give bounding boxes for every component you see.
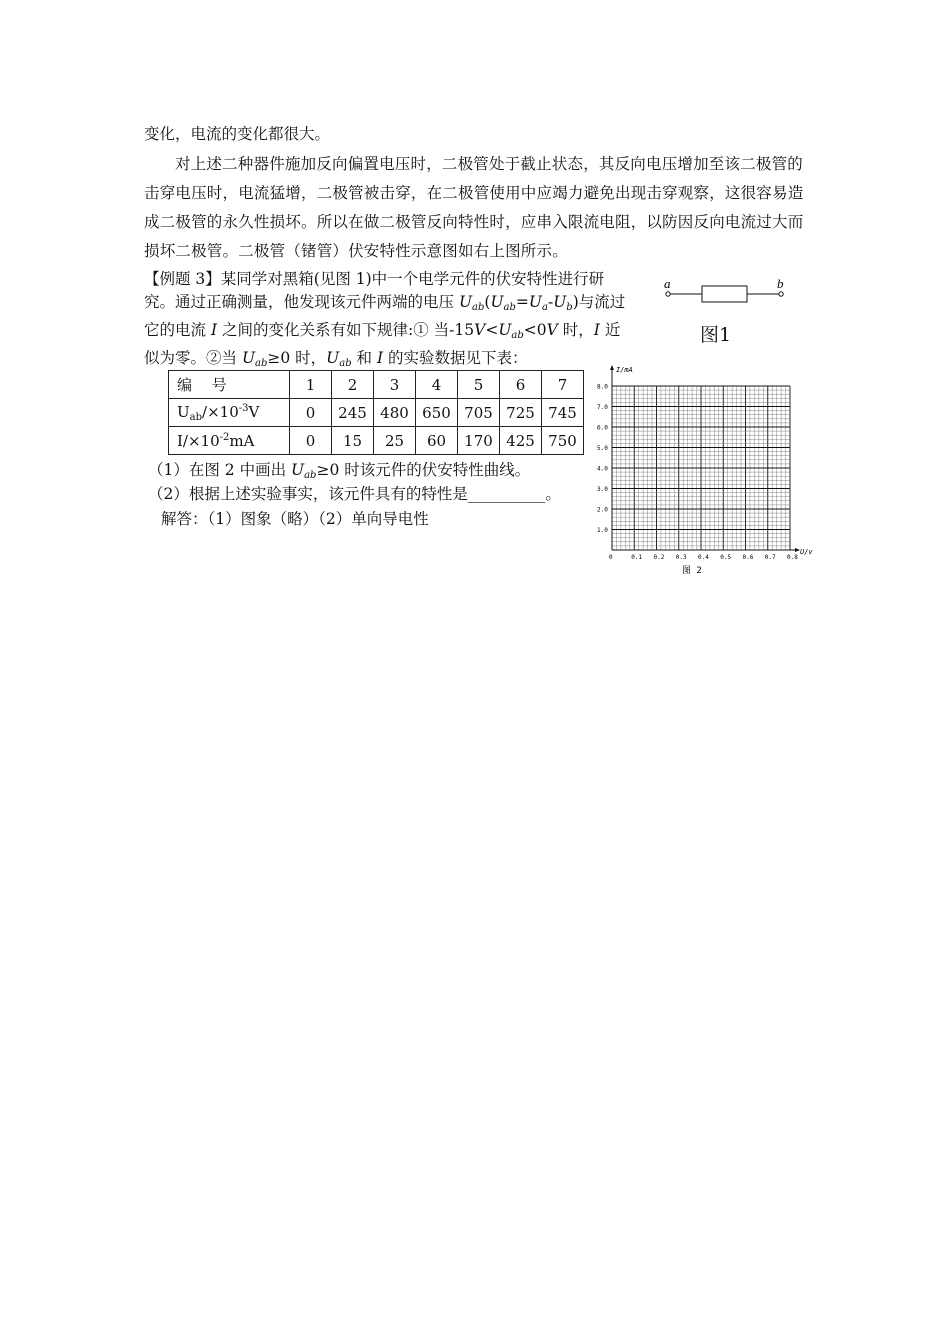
x-tick-label: 0.1 [631,554,643,561]
header-number: 编 号 [169,371,290,399]
question-2: （2）根据上述实验事实，该元件具有的特性是__________。 [148,485,561,503]
question-1 [148,458,530,481]
text: （1）在图 2 中画出 [148,461,292,479]
table-cell: 705 [458,399,500,427]
table-row-current [169,427,584,455]
table-cell: 0 [290,427,332,455]
subscript: ab [339,358,352,369]
table-cell: 60 [416,427,458,455]
symbol: U [490,293,504,311]
figure-1-caption: 图1 [700,324,732,346]
table-cell: 5 [458,371,500,399]
table-row-number [169,371,584,399]
x-tick-label: 0.5 [720,554,732,561]
y-tick-label: 4.0 [597,465,608,473]
table-cell: 745 [542,399,584,427]
text: )与流过 [572,293,626,311]
text: 它的电流 [144,321,211,339]
text: mA [229,431,255,450]
text: 近 [599,321,621,339]
text: 和 [351,349,377,367]
symbol: V [474,321,486,339]
x-tick-label: 0.4 [698,554,709,561]
subscript: ab [189,411,203,423]
text: 之间的变化关系有如下规律:① 当-15 [217,321,475,339]
symbol: U [553,293,567,311]
terminal-a [666,292,670,296]
y-tick-label: 3.0 [597,486,608,493]
y-tick-label: 5.0 [597,445,608,452]
text: 的实验数据见下表： [383,349,528,367]
symbol: U [458,293,473,311]
y-tick-label: 8.0 [597,383,608,391]
text: 时， [557,321,594,339]
y-axis-label: I/mA [616,366,633,374]
figure-2-caption: 图 2 [682,566,702,576]
x-tick-label: 0.3 [675,554,687,561]
table-cell: 0 [290,399,332,427]
symbol: U [528,293,542,311]
symbol: U [291,461,305,479]
subscript: ab [511,330,524,341]
text: 究。通过正确测量，他发现该元件两端的电压 [144,293,459,311]
table-cell: 750 [542,427,584,455]
table-cell: 650 [416,399,458,427]
table-cell: 4 [416,371,458,399]
header-current [169,427,290,455]
label-b: b [777,276,784,291]
text: ( [484,293,491,311]
table-cell: 25 [374,427,416,455]
symbol: I [593,321,600,339]
paragraph-0: 变化，电流的变化都很大。 [144,125,331,143]
table-cell: 2 [332,371,374,399]
text: U [177,402,190,421]
x-tick-label: 0.8 [787,554,798,561]
x-tick-label: 0.7 [764,554,776,561]
subscript: ab [503,302,516,313]
table-cell: 425 [500,427,542,455]
label-a: a [664,276,671,291]
superscript: -2 [219,431,230,443]
symbol: U [326,349,340,367]
table-cell: 6 [500,371,542,399]
y-tick-label: 1.0 [597,527,608,534]
header-voltage [169,399,290,427]
table-row-voltage [169,399,584,427]
text: ≥0 时该元件的伏安特性曲线。 [316,461,531,479]
text: ≥0 时， [267,349,327,367]
subscript: ab [304,470,317,481]
example-line-3 [144,319,644,347]
subscript: b [566,302,573,313]
data-table [168,370,584,455]
table-cell: 725 [500,399,542,427]
superscript: -3 [238,402,249,414]
table-cell: 170 [458,427,500,455]
symbol: I [210,321,218,339]
x-tick-label: 0.6 [742,554,754,561]
x-axis-label: U/v [800,548,813,556]
text: 【例题 3】某同学对黑箱(见图 1)中一个电学元件的伏安特性进行研 [144,270,605,288]
paragraph-1: 对上述二种器件施加反向偏置电压时，二极管处于截止状态，其反向电压增加至该二极管的击穿电压时，电流猛增，二极管被击穿，在二极管使用中应竭力避免出现击穿观察，这很容易造成二极管的永久性损坏。所以在做二极管反向特性时，应串入限流电阻，以防因反向电流过大而损坏二极管。二极管（锗管）伏安特性示意图如右上图所示。 [144,155,804,260]
table-cell: 245 [332,399,374,427]
y-tick-label: 7.0 [597,404,608,411]
figure-2-graph-paper [596,362,821,582]
table-cell: 3 [374,371,416,399]
symbol: U [241,349,256,367]
grid-lines [610,365,800,552]
text: <0 [523,321,547,339]
symbol: I [376,349,384,367]
x-tick-label: 0 [609,554,613,561]
subscript: ab [472,302,485,313]
y-axis-arrow [610,365,614,370]
table-cell: 7 [542,371,584,399]
example-3 [144,268,644,375]
example-line-2 [144,291,644,319]
subscript: a [541,302,548,313]
text: = [515,293,529,311]
answer: 解答：（1）图象（略）（2）单向导电性 [161,510,429,528]
y-tick-label: 2.0 [597,506,608,514]
y-tick-label: 6.0 [597,424,608,432]
example-line-1 [144,268,644,291]
element-box [702,286,747,302]
text: 似为零。②当 [144,349,242,367]
table-cell: 480 [374,399,416,427]
text: < [485,321,499,339]
symbol: U [498,321,512,339]
table-cell: 15 [332,427,374,455]
table-cell: 1 [290,371,332,399]
subscript: ab [255,358,268,369]
symbol: V [546,321,558,339]
text: V [248,402,260,421]
x-tick-label: 0.2 [653,554,665,561]
text: - [547,293,554,311]
text: /×10 [202,402,239,421]
text: I/×10 [177,431,220,450]
terminal-b [779,292,783,296]
